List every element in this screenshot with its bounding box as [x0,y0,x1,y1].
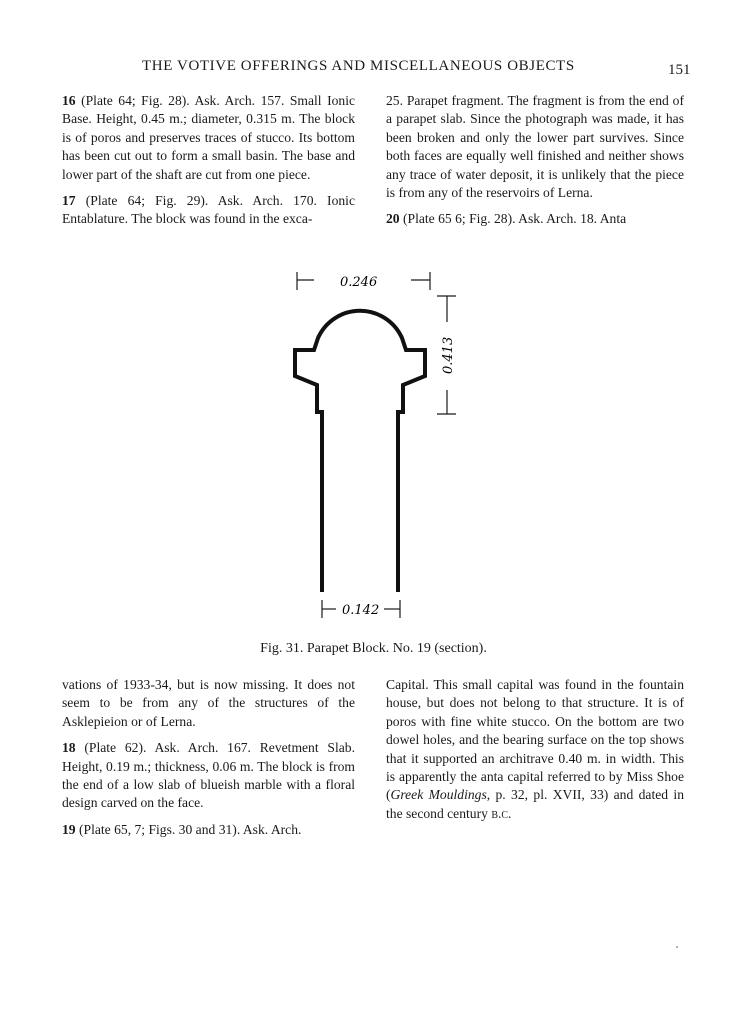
book-title: Greek Mouldings [390,787,487,803]
entry-number: 19 [62,821,76,837]
dim-label-height: 0.413 [441,336,456,374]
section-drawing [280,262,460,622]
page-number: 151 [668,62,691,78]
text-segment: , p. 32, pl. XVII, 33) and dated in the second century [386,787,684,821]
entry-number: 16 [62,93,76,108]
entry-19 [62,821,355,839]
entry-18 [62,739,355,813]
continued-paragraph: 25. Parapet fragment. The fragment is from the end of a parapet slab. Since the photograph was made, it has been broken and only the lower part survives. Since both faces are equally well finished and neither shows any trace of water deposit, it is unlikely that the piece is from any of the reservoirs of Lerna. [386,93,684,201]
entry-number: 18 [62,740,76,756]
upper-left-column [62,92,355,237]
page-header [0,58,747,82]
dim-label-bottom-width: 0.142 [342,603,380,618]
entry-text: (Plate 64; Fig. 29). Ask. Arch. 170. Ionic Entablature. The block was found in the exca- [62,193,355,227]
entry-text: (Plate 65 6; Fig. 28). Ask. Arch. 18. Anta [399,211,627,227]
lower-right-column [386,676,684,831]
text-segment: Capital. This small capital was found in the fountain house, but does not belong to that structure. It is of poros with fine white stucco. On the bottom are two dowel holes, and the bearing surface on the top shows that it supported an architrave 0.40 m. in width. This is apparently the anta capital referred to by Miss Shoe ( [386,677,684,803]
entry-number: 17 [62,193,76,209]
era-abbrev: b.c. [491,805,512,821]
continued-paragraph: vations of 1933-34, but is now missing. It does not seem to be from any of the structures of the Asklepieion or of Lerna. [62,677,355,729]
parapet-section-outline [295,311,425,592]
speck [676,946,678,948]
entry-text: (Plate 62). Ask. Arch. 167. Revetment Slab. Height, 0.19 m.; thickness, 0.06 m. The block is from the end of a low slab of blueish marble with a floral design carved on the face. [62,740,355,811]
dim-label-top-width: 0.246 [340,275,378,290]
running-title: THE VOTIVE OFFERINGS AND MISCELLANEOUS OBJECTS [142,58,575,74]
entry-text: (Plate 65, 7; Figs. 30 and 31). Ask. Arch. [75,821,302,837]
entry-20 [386,210,684,228]
entry-17 [62,192,355,229]
lower-left-column [62,676,355,847]
capital-paragraph [386,676,684,823]
entry-number: 20 [386,211,400,227]
entry-16 [62,92,355,184]
parapet-section-figure [280,262,460,622]
figure-caption: Fig. 31. Parapet Block. No. 19 (section). [260,641,487,656]
entry-text: (Plate 64; Fig. 28). Ask. Arch. 157. Small Ionic Base. Height, 0.45 m.; diameter, 0.315 m. The block is of poros and preserves traces of stucco. Its bottom has been cut out to form a small basin. The base and lower part of the shaft are cut from one piece. [62,93,355,182]
upper-right-column [386,92,684,237]
